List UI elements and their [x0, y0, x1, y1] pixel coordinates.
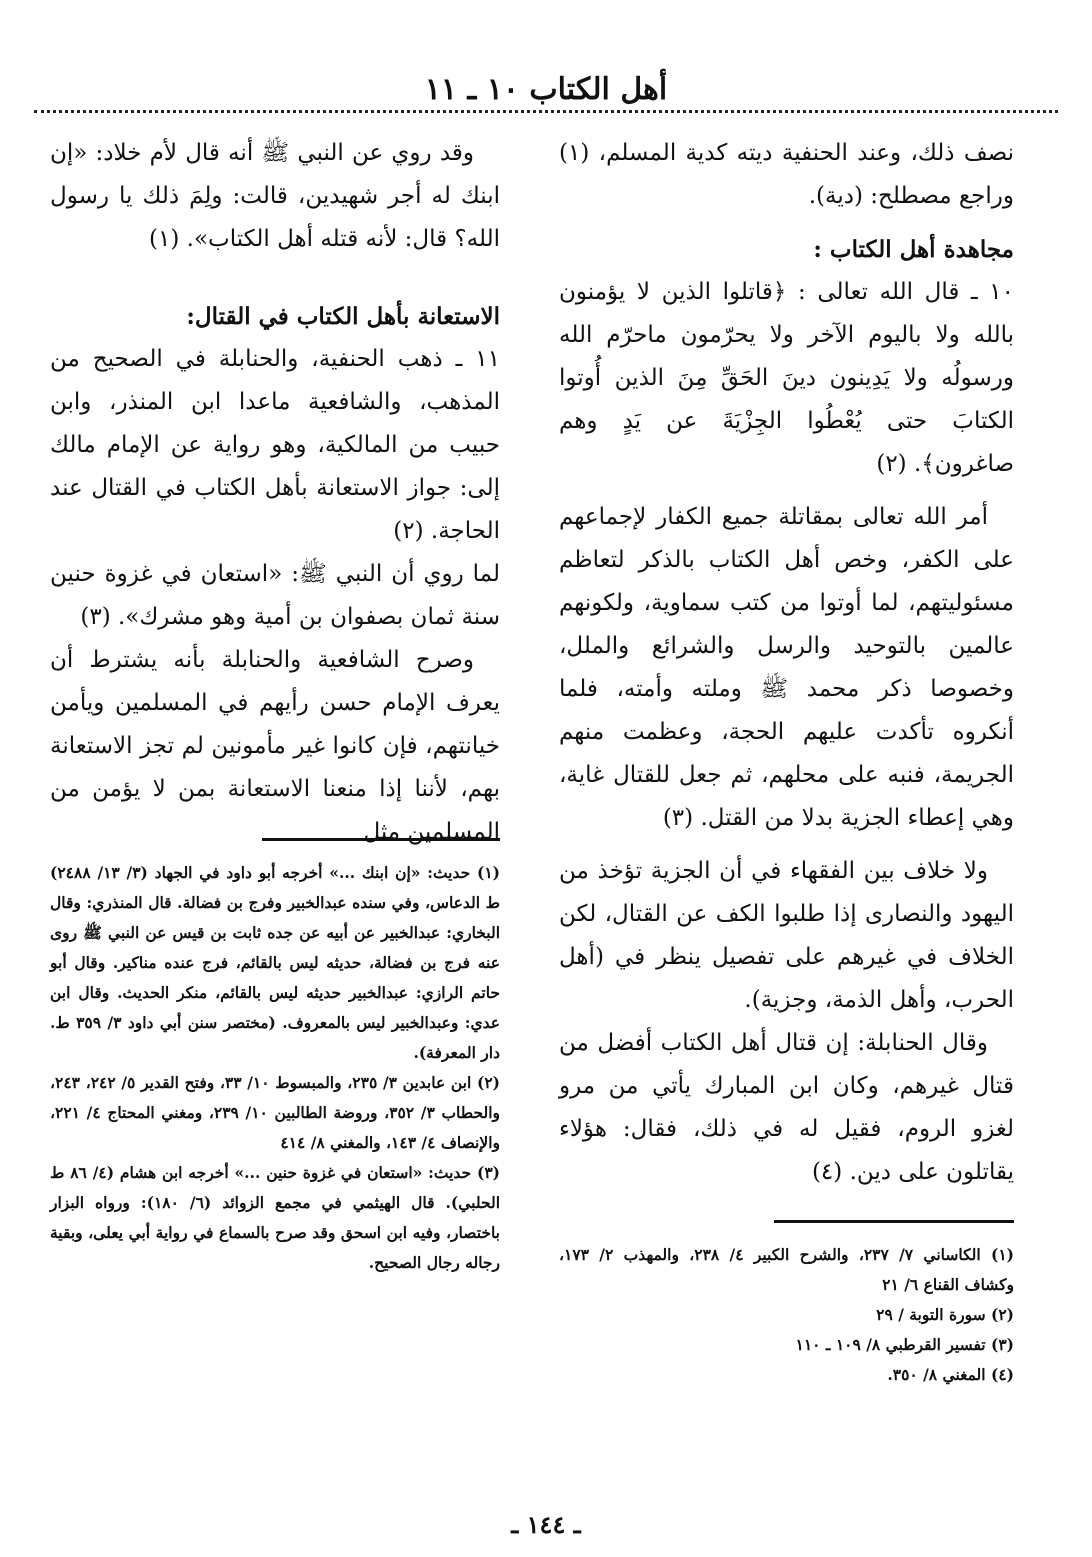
left-paragraph-3: لما روي أن النبي ﷺ: «استعان في غزوة حنين سنة ثمان بصفوان بن أمية وهو مشرك». (٣)	[50, 561, 500, 630]
right-paragraph-4: ولا خلاف بين الفقهاء في أن الجزية تؤخذ من اليهود والنصارى إذا طلبوا الكف عن القتال، لكن الخلاف في غيرهم على تفصيل ينظر في (أهل الحرب، وأهل الذمة، وجزية).	[559, 858, 1014, 1013]
left-footnote-3: (٣) حديث: «استعان في غزوة حنين ...» أخرجه ابن هشام (٤/ ٨٦ ط الحلبي). قال الهيثمي في مجمع الزوائد (٦/ ١٨٠): ورواه البزار باختصار، وفيه ابن اسحق وقد صرح بالسماع في رواية أبي يعلى، وبقية رجاله رجال الصحيح.	[50, 1163, 501, 1272]
left-paragraph-2: ١١ ـ ذهب الحنفية، والحنابلة في الصحيح من المذهب، والشافعية ماعدا ابن المنذر، وابن حبيب من المالكية، وهو رواية عن الإمام مالك إلى: جواز الاستعانة بأهل الكتاب في القتال عند الحاجة. (٢)	[50, 346, 500, 544]
section-heading-istiana: الاستعانة بأهل الكتاب في القتال:	[186, 303, 500, 330]
right-footnote-separator	[774, 1220, 1014, 1223]
right-footnotes	[559, 1240, 1014, 1390]
right-paragraph-2: ١٠ ـ قال الله تعالى : ﴿قاتلوا الذين لا يؤمنون بالله ولا باليوم الآخر ولا يحرّمون ماحرّم الله ورسولُه ولا يَدِينون دينَ الحَقِّ مِنَ الذين أُوتوا الكتابَ حتى يُعْطُوا الجِزْيَةَ عن يَدٍ وهم صاغرون﴾. (٢)	[559, 279, 1014, 477]
left-footnote-separator	[262, 838, 500, 841]
right-footnote-3: (٣) تفسير القرطبي ٨/ ١٠٩ ـ ١١٠	[795, 1335, 1014, 1354]
left-footnote-1: (١) حديث: «إن ابنك ...» أخرجه أبو داود في الجهاد (٣/ ١٣/ ٢٤٨٨) ط الدعاس، وفي سنده عبدالخبير وفرج بن فضالة. قال المنذري: وقال البخاري: عبدالخبير عن أبيه عن جده ثابت بن قيس عن النبي ﷺ روى عنه فرج بن فضالة، حديثه ليس بالقائم، فرج عنده مناكير. وقال أبو حاتم الرازي: عبدالخبير حديثه ليس بالقائم، منكر الحديث. وقال ابن عدي: وعبدالخبير ليس بالمعروف. (مختصر سنن أبي داود ٣/ ٣٥٩ ط. دار المعرفة).	[50, 863, 501, 1062]
left-footnotes	[50, 858, 500, 1278]
left-paragraph-1: وقد روي عن النبي ﷺ أنه قال لأم خلاد: «إن ابنك له أجر شهيدين، قالت: ولِمَ ذلك يا رسول الله؟ قال: لأنه قتله أهل الكتاب». (١)	[50, 140, 500, 252]
right-footnote-2: (٢) سورة التوبة / ٢٩	[876, 1305, 1014, 1324]
right-paragraph-3: أمر الله تعالى بمقاتلة جميع الكفار لإجماعهم على الكفر، وخص أهل الكتاب بالذكر لتعاظم مسئوليتهم، لما أوتوا من كتب سماوية، ولكونهم عالمين بالتوحيد والرسل والشرائع والملل، وخصوصا ذكر محمد ﷺ وملته وأمته، فلما أنكروه تأكدت عليهم الحجة، وعظمت منهم الجريمة، فنبه على محلهم، ثم جعل للقتال غاية، وهي إعطاء الجزية بدلا من القتل. (٣)	[559, 504, 1014, 831]
page-number: ـ ١٤٤ ـ	[511, 1510, 581, 1539]
right-paragraph-1: نصف ذلك، وعند الحنفية ديته كدية المسلم، (١) وراجع مصطلح: (دية).	[559, 140, 1014, 209]
header-dotted-rule	[34, 110, 1058, 113]
left-text-column	[50, 132, 500, 854]
right-text-column	[559, 132, 1014, 1194]
right-paragraph-5: وقال الحنابلة: إن قتال أهل الكتاب أفضل من قتال غيرهم، وكان ابن المبارك يأتي من مرو لغزو الروم، فقيل له في ذلك، فقال: هؤلاء يقاتلون على دين. (٤)	[559, 1030, 1014, 1185]
running-header-title: أهل الكتاب ١٠ ـ ١١	[424, 72, 668, 107]
right-footnote-4: (٤) المغني ٨/ ٣٥٠.	[887, 1365, 1014, 1384]
right-footnote-1: (١) الكاساني ٧/ ٢٣٧، والشرح الكبير ٤/ ٢٣٨، والمهذب ٢/ ١٧٣، وكشاف القناع ٦/ ٢١	[559, 1245, 1014, 1294]
left-paragraph-4: وصرح الشافعية والحنابلة بأنه يشترط أن يعرف الإمام حسن رأيهم في المسلمين ويأمن خيانتهم، فإن كانوا غير مأمونين لم تجز الاستعانة بهم، لأننا إذا منعنا الاستعانة بمن لا يؤمن من المسلمين مثل	[50, 647, 500, 845]
section-heading-jihad-ahl-alkitab: مجاهدة أهل الكتاب :	[813, 236, 1014, 263]
left-footnote-2: (٢) ابن عابدين ٣/ ٢٣٥، والمبسوط ١٠/ ٣٣، وفتح القدير ٥/ ٢٤٢، ٢٤٣، والحطاب ٣/ ٣٥٢، وروضة الطالبين ١٠/ ٢٣٩، ومغني المحتاج ٤/ ٢٢١، والإنصاف ٤/ ١٤٣، والمغني ٨/ ٤١٤	[50, 1073, 501, 1152]
